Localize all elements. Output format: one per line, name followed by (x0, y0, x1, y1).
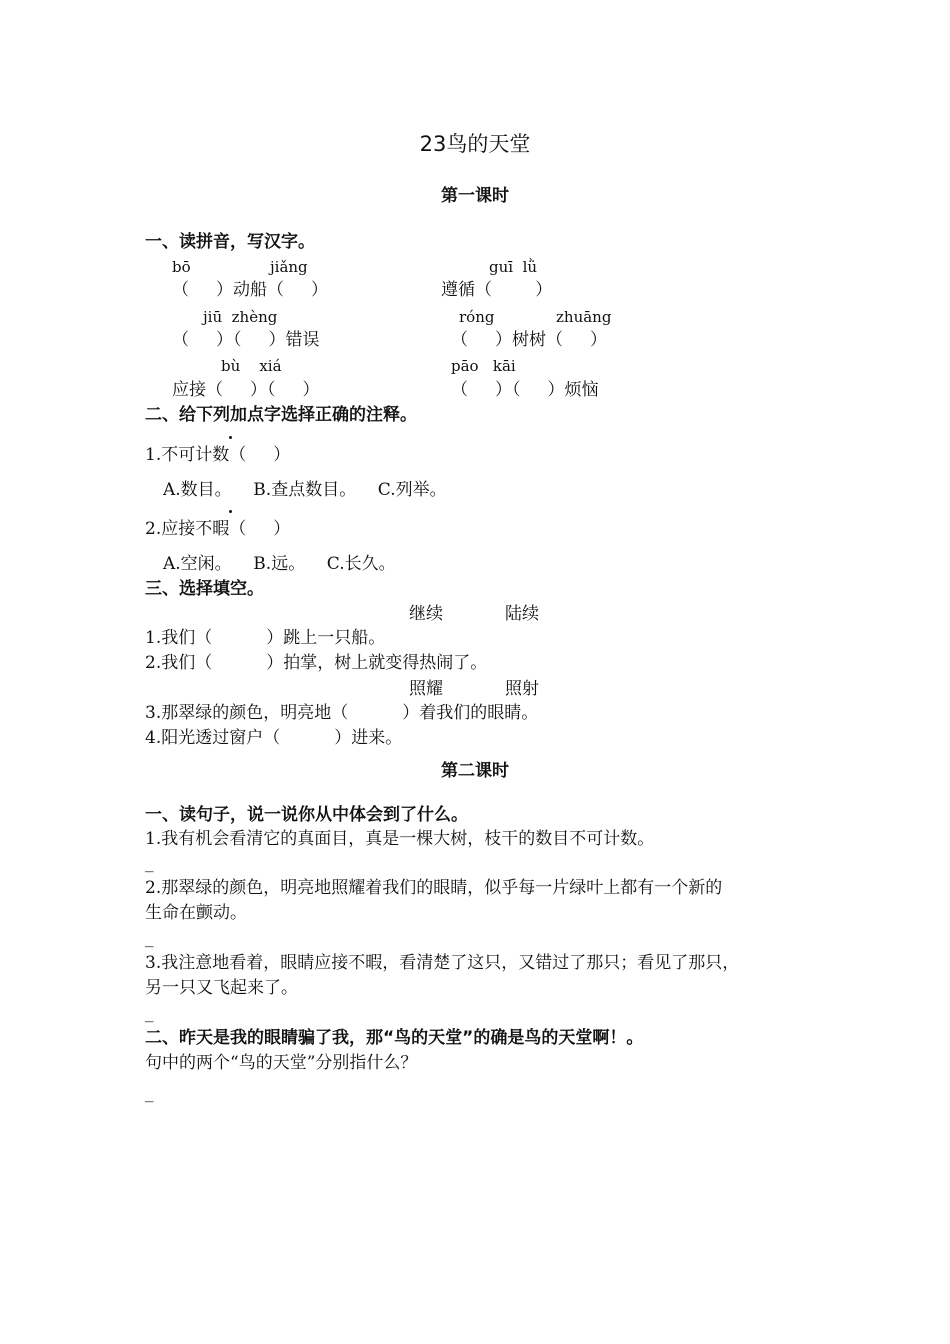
word-option-zhaoyao: 照耀 (409, 679, 443, 699)
reading-question-3-line1: 3.我注意地看着，眼睛应接不暇，看清楚了这只，又错过了那只；看见了那只， (145, 953, 740, 973)
pinyin-row3-left-blanks: 应接（ ）（ ） (172, 380, 320, 400)
reading-question-3-line2: 另一只又飞起来了。 (145, 978, 298, 998)
reading-question-2-line2: 生命在颤动。 (145, 903, 247, 923)
lesson2-heading: 第二课时 (441, 761, 509, 781)
annotation-options-2: A.空闲。 B.远。 C.长久。 (163, 554, 396, 574)
answer-blank-4: _ (145, 1083, 154, 1103)
answer-blank-3: _ (145, 1003, 154, 1023)
answer-blank-2: _ (145, 928, 154, 948)
pinyin-gui-lv: guī lǜ (489, 258, 538, 276)
page-title: 23鸟的天堂 (419, 132, 531, 156)
lesson1-section1-title: 一、读拼音，写汉字。 (145, 232, 315, 252)
word-option-luxu: 陆续 (505, 604, 539, 624)
answer-blank-1: _ (145, 853, 154, 873)
fill-question-2: 2.我们（ ）拍掌，树上就变得热闹了。 (145, 653, 488, 673)
annotation-question-1: 1.不可计数（ ） (145, 445, 291, 465)
fill-question-3: 3.那翠绿的颜色，明亮地（ ）着我们的眼睛。 (145, 703, 539, 723)
pinyin-pao-kai: pāo kāi (451, 357, 516, 375)
reading-question-1: 1.我有机会看清它的真面目，真是一棵大树，枝干的数目不可计数。 (145, 829, 655, 849)
annotation-options-1: A.数目。 B.查点数目。 C.列举。 (163, 480, 447, 500)
pinyin-row1-left-blanks: （ ）动船（ ） (172, 280, 329, 300)
pinyin-jiu-zheng: jiū zhèng (203, 308, 278, 326)
pinyin-rong: róng (459, 308, 495, 326)
lesson1-heading: 第一课时 (441, 186, 509, 206)
lesson2-section1-title: 一、读句子，说一说你从中体会到了什么。 (145, 805, 468, 825)
fill-question-4: 4.阳光透过窗户（ ）进来。 (145, 728, 403, 748)
emphasis-dot-xia (229, 510, 232, 513)
pinyin-jiang: jiǎng (270, 258, 308, 276)
reading-question-2-line1: 2.那翠绿的颜色，明亮地照耀着我们的眼睛，似乎每一片绿叶上都有一个新的 (145, 878, 723, 898)
word-option-zhaoshe: 照射 (505, 679, 539, 699)
pinyin-zhuang: zhuāng (556, 308, 612, 326)
pinyin-row2-right-blanks: （ ）树树（ ） (451, 330, 608, 350)
bird-paradise-question: 句中的两个“鸟的天堂”分别指什么？ (145, 1053, 418, 1073)
pinyin-row1-right-blanks: 遵循（ ） (441, 280, 553, 300)
pinyin-row3-right-blanks: （ ）（ ）烦恼 (451, 380, 599, 400)
annotation-question-2: 2.应接不暇（ ） (145, 519, 291, 539)
pinyin-bu-xia: bù xiá (221, 357, 282, 375)
pinyin-row2-left-blanks: （ ）（ ）错误 (172, 330, 320, 350)
lesson1-section3-title: 三、选择填空。 (145, 579, 264, 599)
lesson2-section2-title: 二、昨天是我的眼睛骗了我，那“鸟的天堂”的确是鸟的天堂啊！。 (145, 1028, 644, 1048)
word-option-jixu: 继续 (409, 604, 443, 624)
fill-question-1: 1.我们（ ）跳上一只船。 (145, 628, 386, 648)
emphasis-dot-shu (229, 436, 232, 439)
lesson1-section2-title: 二、给下列加点字选择正确的注释。 (145, 405, 417, 425)
pinyin-bo: bō (172, 258, 191, 276)
